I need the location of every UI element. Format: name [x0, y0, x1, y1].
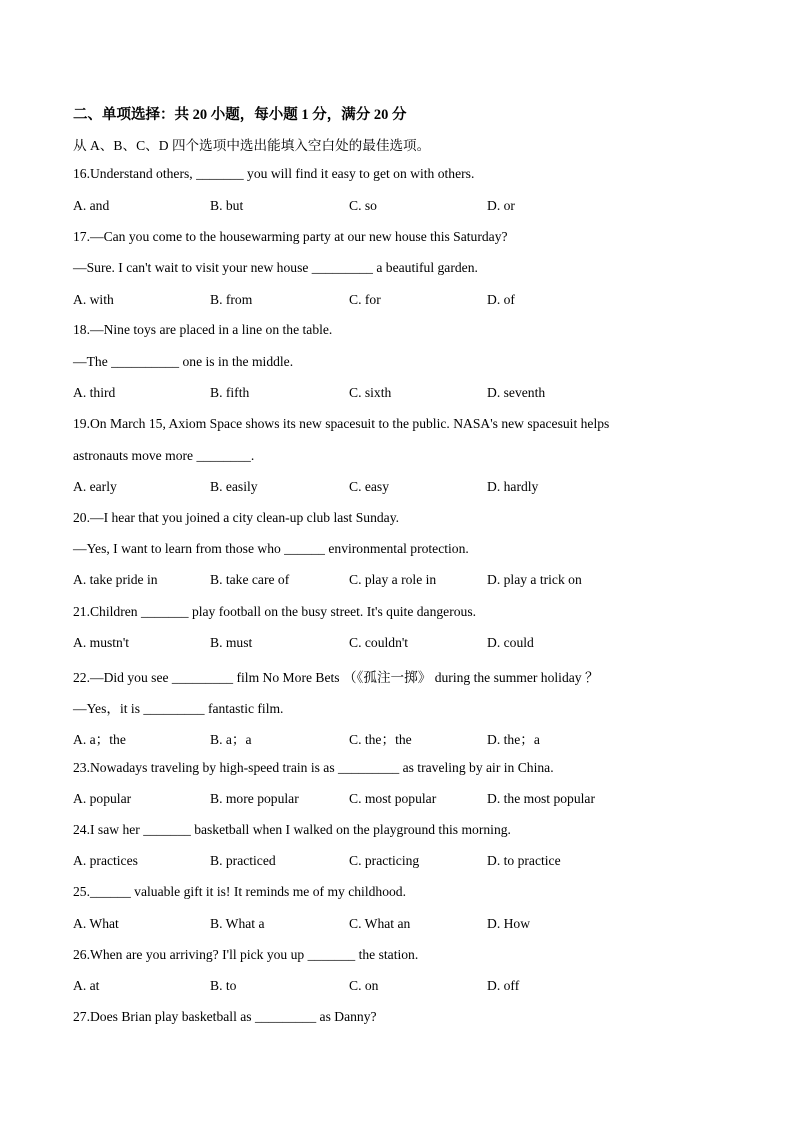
option-c: C. What an	[349, 916, 411, 931]
question-22-line2: —Yes，it is _________ fantastic film.	[73, 701, 284, 716]
option-a: A. with	[73, 292, 114, 307]
question-16-stem: 16.Understand others, _______ you will find it easy to get on with others.	[73, 166, 475, 181]
option-d: D. to practice	[487, 853, 561, 868]
question-26-stem: 26.When are you arriving? I'll pick you up _______ the station.	[73, 947, 419, 962]
question-27-stem: 27.Does Brian play basketball as _________ as Danny?	[73, 1009, 377, 1024]
option-c: C. so	[349, 198, 377, 213]
section-instruction: 从 A、B、C、D 四个选项中选出能填入空白处的最佳选项。	[73, 138, 431, 153]
question-20-line1: 20.—I hear that you joined a city clean-up club last Sunday.	[73, 510, 400, 525]
option-b: B. What a	[210, 916, 265, 931]
option-b: B. easily	[210, 479, 258, 494]
question-24-stem: 24.I saw her _______ basketball when I walked on the playground this morning.	[73, 822, 511, 837]
option-c: C. practicing	[349, 853, 420, 868]
option-a: A. mustn't	[73, 635, 130, 650]
option-b: B. a；a	[210, 732, 252, 747]
question-21-stem: 21.Children _______ play football on the busy street. It's quite dangerous.	[73, 604, 477, 619]
option-d: D. off	[487, 978, 520, 993]
option-d: D. the；a	[487, 732, 540, 747]
option-c: C. the；the	[349, 732, 412, 747]
option-a: A. early	[73, 479, 117, 494]
question-18-line2: —The __________ one is in the middle.	[73, 354, 294, 369]
option-b: B. from	[210, 292, 253, 307]
section-heading: 二、单项选择：共 20 小题，每小题 1 分，满分 20 分	[73, 107, 407, 123]
option-d: D. of	[487, 292, 515, 307]
question-20-line2: —Yes, I want to learn from those who ______ environmental protection.	[73, 541, 469, 556]
option-b: B. take care of	[210, 572, 290, 587]
option-c: C. on	[349, 978, 379, 993]
option-d: D. or	[487, 198, 515, 213]
option-d: D. play a trick on	[487, 572, 582, 587]
option-a: A. take pride in	[73, 572, 158, 587]
question-19-line1: 19.On March 15, Axiom Space shows its new spacesuit to the public. NASA's new spacesuit helps	[73, 416, 610, 431]
question-17-line1: 17.—Can you come to the housewarming party at our new house this Saturday?	[73, 229, 508, 244]
option-d: D. hardly	[487, 479, 539, 494]
option-d: D. seventh	[487, 385, 546, 400]
option-a: A. a；the	[73, 732, 126, 747]
option-a: A. What	[73, 916, 119, 931]
option-c: C. easy	[349, 479, 390, 494]
option-b: B. fifth	[210, 385, 250, 400]
option-a: A. at	[73, 978, 100, 993]
option-d: D. How	[487, 916, 531, 931]
option-d: D. could	[487, 635, 534, 650]
question-19-line2: astronauts move more ________.	[73, 448, 255, 463]
option-b: B. to	[210, 978, 237, 993]
option-c: C. play a role in	[349, 572, 437, 587]
option-b: B. practiced	[210, 853, 276, 868]
question-25-stem: 25.______ valuable gift it is! It reminds me of my childhood.	[73, 884, 406, 899]
option-c: C. couldn't	[349, 635, 409, 650]
option-a: A. practices	[73, 853, 138, 868]
question-22-line1: 22.—Did you see _________ film No More Bets （《孤注一掷》 during the summer holiday ？	[73, 670, 599, 685]
option-d: D. the most popular	[487, 791, 595, 806]
option-a: A. third	[73, 385, 116, 400]
option-c: C. most popular	[349, 791, 437, 806]
option-a: A. popular	[73, 791, 132, 806]
option-c: C. sixth	[349, 385, 392, 400]
option-b: B. must	[210, 635, 253, 650]
option-a: A. and	[73, 198, 110, 213]
option-c: C. for	[349, 292, 381, 307]
question-23-stem: 23.Nowadays traveling by high-speed train is as _________ as traveling by air in China.	[73, 760, 554, 775]
question-18-line1: 18.—Nine toys are placed in a line on the table.	[73, 322, 333, 337]
question-17-line2: —Sure. I can't wait to visit your new house _________ a beautiful garden.	[73, 260, 478, 275]
option-b: B. more popular	[210, 791, 299, 806]
option-b: B. but	[210, 198, 244, 213]
